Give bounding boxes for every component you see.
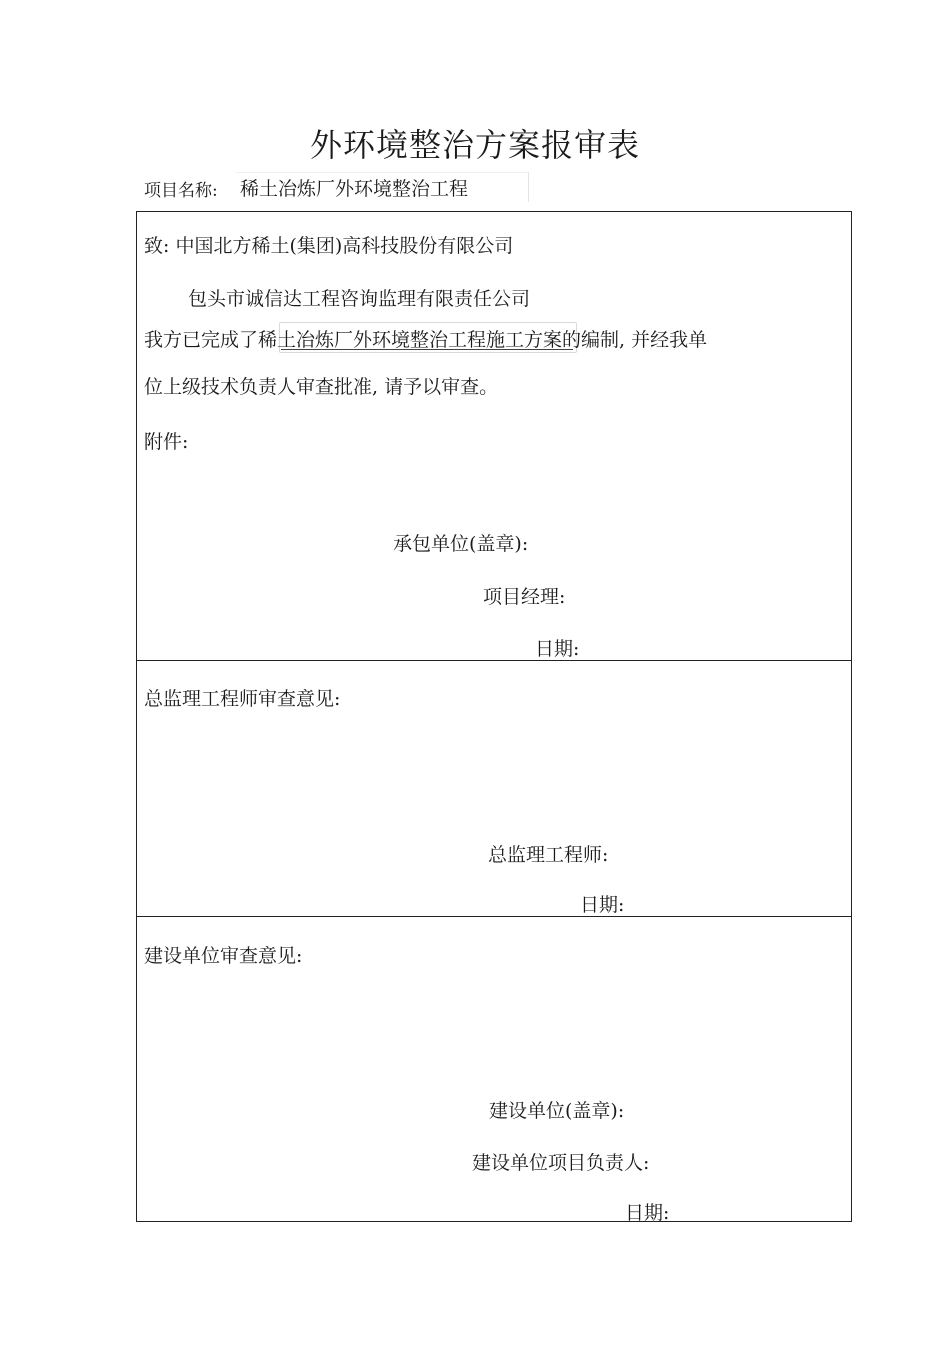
section-divider-1 xyxy=(136,660,852,661)
owner-seal-label: 建设单位(盖章): xyxy=(489,1100,625,1122)
submission-body-line-2: 位上级技术负责人审查批准, 请予以审查。 xyxy=(144,376,499,398)
submission-body-line-1 xyxy=(144,325,707,352)
owner-opinion-heading: 建设单位审查意见: xyxy=(144,945,303,967)
document-title: 外环境整治方案报审表 xyxy=(309,126,640,164)
attachment-label: 附件: xyxy=(144,431,189,453)
addressee-line: 致: 中国北方稀土(集团)高科技股份有限公司 xyxy=(144,235,514,257)
section1-date-label: 日期: xyxy=(535,638,580,660)
project-name-label: 项目名称: xyxy=(144,181,218,201)
owner-leader-label: 建设单位项目负责人: xyxy=(472,1152,650,1174)
project-name-value: 稀土冶炼厂外环境整治工程 xyxy=(240,178,469,200)
body-highlight: 土冶炼厂外环境整治工程施工方 xyxy=(277,329,544,351)
project-manager-label: 项目经理: xyxy=(483,586,566,608)
chief-engineer-label: 总监理工程师: xyxy=(488,844,609,866)
contractor-seal-label: 承包单位(盖章): xyxy=(393,533,529,555)
section-divider-2 xyxy=(136,916,852,917)
body-prefix: 我方已完成了稀 xyxy=(144,329,278,351)
supervisor-company: 包头市诚信达工程咨询监理有限责任公司 xyxy=(188,288,531,310)
body-suffix: 案的编制, 并经我单 xyxy=(543,329,708,351)
section2-date-label: 日期: xyxy=(580,894,625,916)
section3-date-label: 日期: xyxy=(625,1202,670,1224)
chief-engineer-opinion-heading: 总监理工程师审查意见: xyxy=(144,688,341,710)
approval-table xyxy=(136,211,852,1222)
